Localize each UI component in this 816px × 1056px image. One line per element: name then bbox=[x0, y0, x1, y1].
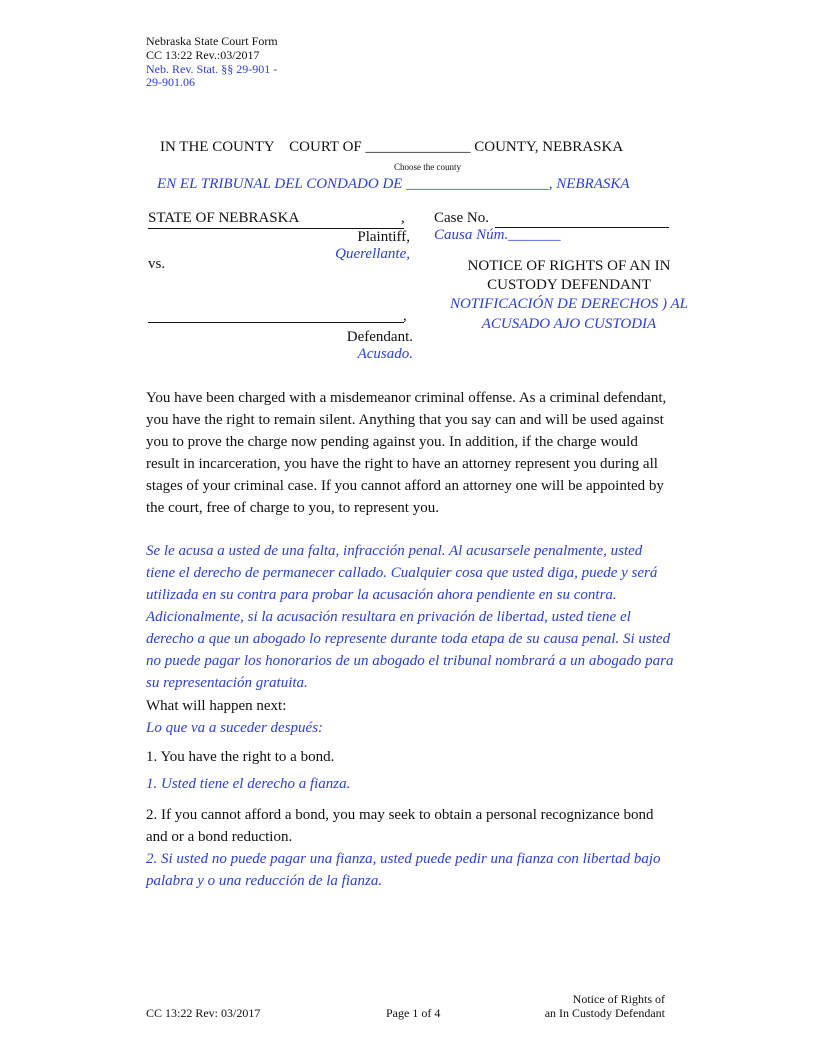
county-hint[interactable]: Choose the county bbox=[394, 162, 461, 172]
notice-title-line1: NOTICE OF RIGHTS OF AN IN bbox=[467, 258, 671, 274]
list-item-1-es: 1. Usted tiene el derecho a fianza. bbox=[146, 776, 351, 792]
form-number: CC 13:22 Rev.:03/2017 bbox=[146, 48, 260, 62]
statute-link-line2[interactable]: 29-901.06 bbox=[146, 75, 195, 89]
notice-title-es-line2: ACUSADO AJO CUSTODIA bbox=[481, 316, 657, 332]
defendant-label: Defendant. bbox=[346, 329, 413, 345]
state-name: STATE OF NEBRASKA bbox=[148, 210, 300, 226]
footer-title-line2: an In Custody Defendant bbox=[544, 1006, 665, 1020]
form-name: Nebraska State Court Form bbox=[146, 34, 278, 48]
list-item-1: 1. You have the right to a bond. bbox=[146, 749, 335, 765]
list-item-2-es: 2. Si usted no puede pagar una fianza, usted puede pedir una fianza con libertad bajo palabra y o una reducción de la fianza. bbox=[146, 851, 661, 889]
court-heading-es: EN EL TRIBUNAL DEL CONDADO DE ___________________, NEBRASKA bbox=[157, 176, 630, 192]
rights-paragraph: You have been charged with a misdemeanor criminal offense. As a criminal defendant, you have the right to remain silent. Anything that you say can and will be used against you to prove the charge now pending against you. In addition, if the charge would result in incarceration, you have the right to have an attorney represent you during all stages of your criminal case. If you cannot afford an attorney one will be appointed by the court, free of charge to you, to represent you. bbox=[146, 390, 667, 516]
comma-1: , bbox=[401, 210, 405, 226]
next-heading: What will happen next: bbox=[146, 698, 287, 714]
versus-label: vs. bbox=[148, 256, 166, 272]
case-number-label-es: Causa Núm._______ bbox=[434, 227, 561, 243]
notice-title-es-line1: NOTIFICACIÓN DE DERECHOS ) AL bbox=[449, 296, 689, 312]
defendant-name-field[interactable] bbox=[148, 312, 404, 323]
footer-title-line1: Notice of Rights of bbox=[572, 992, 665, 1006]
court-heading: IN THE COUNTY COURT OF ______________ COUNTY, NEBRASKA bbox=[160, 139, 624, 155]
next-heading-es: Lo que va a suceder después: bbox=[146, 720, 324, 736]
rights-paragraph-es: Se le acusa a usted de una falta, infracción penal. Al acusarsele penalmente, usted tiene el derecho de permanecer callado. Cualquier cosa que usted diga, puede y será utilizada en su contra para probar la acusación ahora pendiente en su contra. Adicionalmente, si la acusación resultara en privación de libertad, usted tiene el derecho a que un abogado lo represente durante toda etapa de su causa penal. Si usted no puede pagar los honorarios de un abogado el tribunal nombrará a un abogado para su representación gratuita. bbox=[146, 543, 674, 691]
state-field[interactable] bbox=[148, 210, 404, 229]
comma-2: , bbox=[403, 308, 407, 324]
defendant-label-es: Acusado. bbox=[357, 346, 413, 362]
statute-link-line1[interactable]: Neb. Rev. Stat. §§ 29-901 - bbox=[146, 62, 278, 76]
case-number-label: Case No. bbox=[434, 210, 489, 226]
plaintiff-label-es: Querellante, bbox=[335, 246, 410, 262]
notice-title-line2: CUSTODY DEFENDANT bbox=[487, 277, 651, 293]
plaintiff-label: Plaintiff, bbox=[357, 229, 410, 245]
footer-page-number: Page 1 of 4 bbox=[386, 1006, 441, 1020]
list-item-2: 2. If you cannot afford a bond, you may seek to obtain a personal recognizance bond and or a bond reduction. bbox=[146, 807, 654, 845]
footer-form-rev: CC 13:22 Rev: 03/2017 bbox=[146, 1006, 261, 1020]
